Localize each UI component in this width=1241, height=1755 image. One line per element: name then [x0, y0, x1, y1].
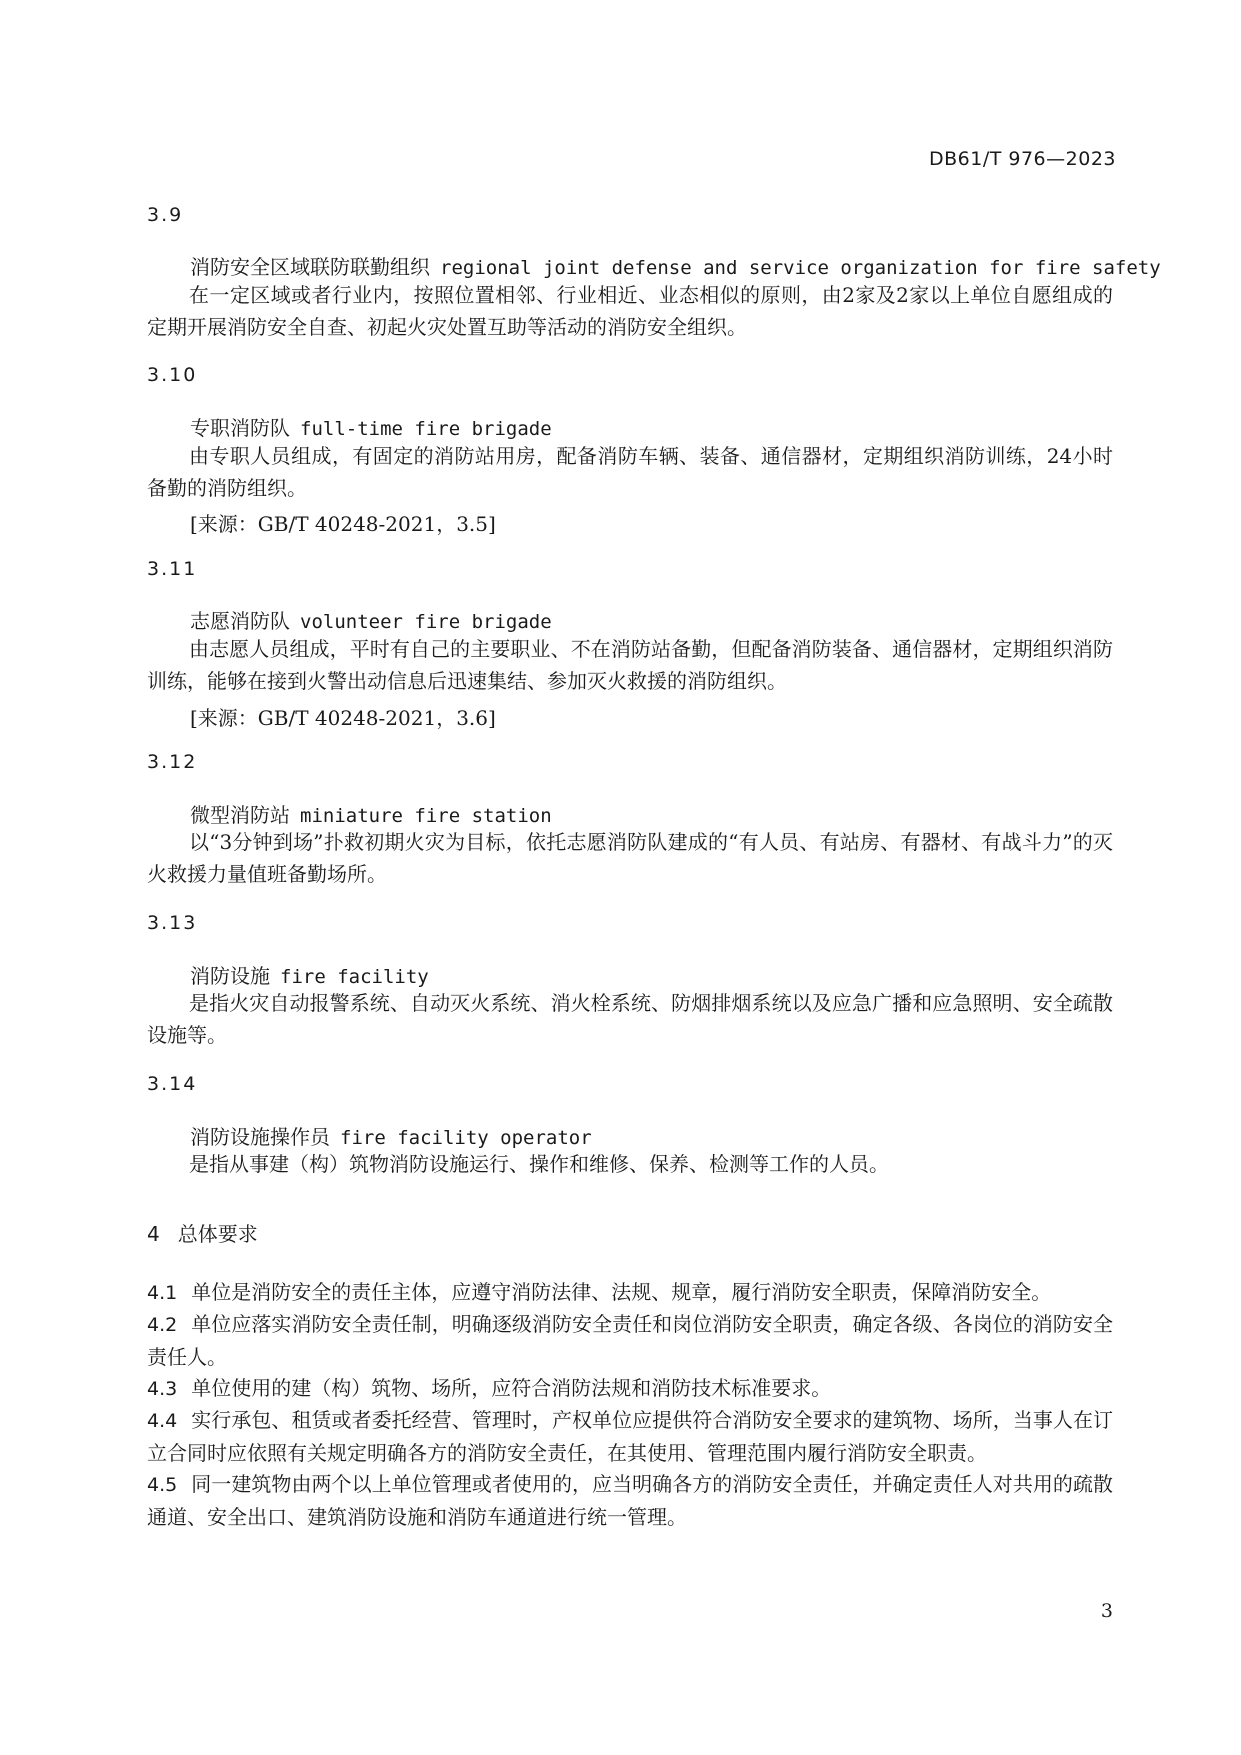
term-cn: 消防设施操作员 [190, 1125, 330, 1149]
term-cn: 志愿消防队 [190, 609, 290, 633]
term-definition: 在一定区域或者行业内，按照位置相邻、行业相近、业态相似的原则，由2家及2家以上单位自愿组成的定期开展消防安全自查、初起火灾处置互助等活动的消防安全组织。 [147, 283, 1113, 339]
term-title [190, 960, 429, 989]
term-number: 3.12 [147, 751, 198, 773]
clause-number: 4.2 [147, 1314, 178, 1336]
term-en: fire facility operator [340, 1127, 592, 1149]
term-title [190, 1121, 592, 1150]
term-definition: 由志愿人员组成，平时有自己的主要职业、不在消防站备勤，但配备消防装备、通信器材，定期组织消防训练，能够在接到火警出动信息后迅速集结、参加灭火救援的消防组织。 [147, 637, 1113, 693]
clause [147, 1276, 1113, 1309]
term-number: 3.13 [147, 912, 198, 934]
term-title [190, 605, 552, 634]
term-source: [来源：GB/T 40248-2021，3.6] [190, 706, 496, 730]
term-cn: 消防设施 [190, 964, 270, 988]
term-en: volunteer fire brigade [300, 611, 552, 633]
term-cn: 微型消防站 [190, 803, 290, 827]
term-definition: 由专职人员组成，有固定的消防站用房，配备消防车辆、装备、通信器材，定期组织消防训练，24小时备勤的消防组织。 [147, 444, 1113, 500]
clause-text: 实行承包、租赁或者委托经营、管理时，产权单位应提供符合消防安全要求的建筑物、场所，当事人在订立合同时应依照有关规定明确各方的消防安全责任，在其使用、管理范围内履行消防安全职责。 [147, 1408, 1113, 1465]
clause [147, 1404, 1113, 1469]
term-definition: 以“3分钟到场”扑救初期火灾为目标，依托志愿消防队建成的“有人员、有站房、有器材、有战斗力”的灭火救援力量值班备勤场所。 [147, 830, 1113, 886]
clause-text: 同一建筑物由两个以上单位管理或者使用的，应当明确各方的消防安全责任，并确定责任人对共用的疏散通道、安全出口、建筑消防设施和消防车通道进行统一管理。 [147, 1472, 1113, 1529]
term-en: miniature fire station [300, 805, 552, 827]
term-number: 3.14 [147, 1073, 198, 1095]
clause-text: 单位应落实消防安全责任制，明确逐级消防安全责任和岗位消防安全职责，确定各级、各岗位的消防安全责任人。 [147, 1312, 1113, 1369]
clause [147, 1372, 1113, 1405]
section-number: 4 [147, 1222, 160, 1246]
term-title [190, 799, 552, 828]
term-en: regional joint defense and service organization for fire safety [440, 257, 1161, 279]
term-number: 3.9 [147, 204, 184, 226]
term-cn: 专职消防队 [190, 416, 290, 440]
term-definition: 是指火灾自动报警系统、自动灭火系统、消火栓系统、防烟排烟系统以及应急广播和应急照明、安全疏散设施等。 [147, 991, 1113, 1047]
term-title [190, 251, 1161, 280]
section-heading [147, 1218, 258, 1247]
term-en: fire facility [280, 966, 429, 988]
term-title [190, 412, 552, 441]
clause-number: 4.3 [147, 1378, 178, 1400]
term-number: 3.11 [147, 558, 198, 580]
term-source: [来源：GB/T 40248-2021，3.5] [190, 512, 496, 536]
clause-text: 单位是消防安全的责任主体，应遵守消防法律、法规、规章，履行消防安全职责，保障消防安全。 [191, 1280, 1052, 1304]
clause-number: 4.4 [147, 1410, 178, 1432]
clause-text: 单位使用的建（构）筑物、场所，应符合消防法规和消防技术标准要求。 [191, 1376, 832, 1400]
term-definition: 是指从事建（构）筑物消防设施运行、操作和维修、保养、检测等工作的人员。 [189, 1152, 889, 1176]
clause [147, 1308, 1113, 1373]
term-en: full-time fire brigade [300, 418, 552, 440]
clause [147, 1468, 1113, 1533]
section-title: 总体要求 [177, 1222, 258, 1246]
term-cn: 消防安全区域联防联勤组织 [190, 255, 430, 279]
clause-number: 4.5 [147, 1474, 178, 1496]
document-code: DB61/T 976—2023 [928, 148, 1116, 170]
page-number: 3 [1100, 1600, 1113, 1622]
term-number: 3.10 [147, 364, 198, 386]
clause-number: 4.1 [147, 1282, 178, 1304]
